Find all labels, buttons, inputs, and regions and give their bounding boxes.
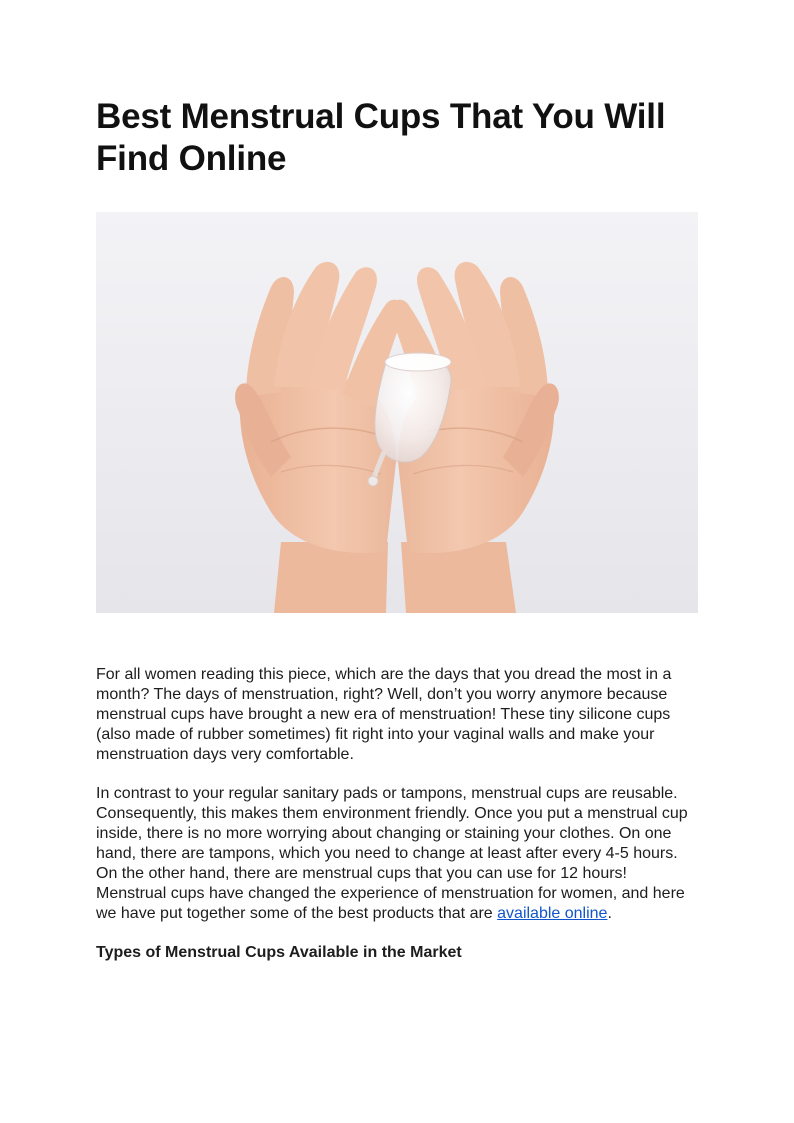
article-title — [96, 96, 698, 180]
paragraph-reusable — [96, 784, 698, 924]
document-page — [96, 0, 698, 963]
paragraph-reusable-end: . — [607, 905, 612, 922]
section-heading-types: Types of Menstrual Cups Available in the Market — [96, 944, 462, 961]
article-body — [96, 665, 698, 963]
article-title-line-1: Best Menstrual Cups That You Will — [96, 97, 666, 136]
available-online-link[interactable]: available online — [497, 905, 608, 922]
paragraph-reusable-text: In contrast to your regular sanitary pads or tampons, menstrual cups are reusable. Consequently, this makes them environment friendly. Once you put a menstrual cup inside, there is no more worrying about changing or staining your clothes. On one hand, there are tampons, which you need to change at least after every 4-5 hours. On the other hand, there are menstrual cups that you can use for 12 hours! Menstrual cups have changed the experience of menstruation for women, and here we have put together some of the best products that are — [96, 785, 688, 922]
hero-image-hands-holding-menstrual-cup — [96, 212, 698, 613]
paragraph-intro: For all women reading this piece, which are the days that you dread the most in a month? The days of menstruation, right? Well, don’t you worry anymore because menstrual cups have brought a new era of menstruation! These tiny silicone cups (also made of rubber sometimes) fit right into your vaginal walls and make your menstruation days very comfortable. — [96, 666, 672, 763]
article-title-line-2: Find Online — [96, 139, 287, 178]
